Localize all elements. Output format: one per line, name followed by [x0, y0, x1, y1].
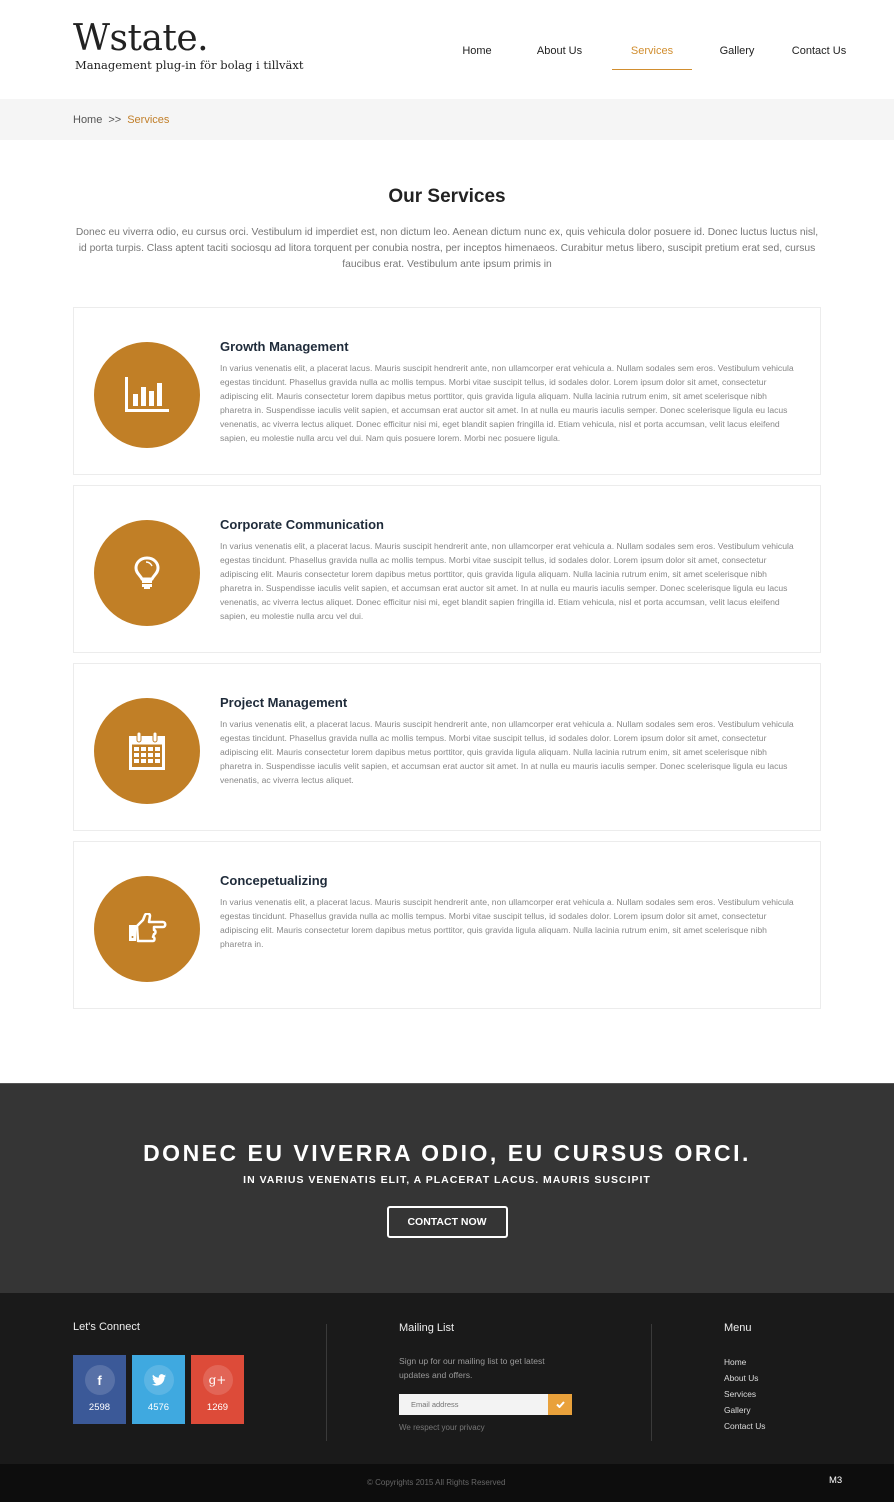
menu-title: Menu: [724, 1322, 752, 1334]
logo[interactable]: [73, 18, 304, 72]
service-description: In varius venenatis elit, a placerat lacus. Mauris suscipit hendrerit ante, non ullamcorper erat vehicula a. Nullam sodales sem eros. Vestibulum vehicula egestas tincidunt. Phasellus gravida nulla ac mollis tempus. Morbi vitae suscipit tellus, id sodales dolor. Lorem ipsum dolor sit amet, consectetur adipiscing elit. Mauris consectetur lorem dapibus metus porttitor, quis gravida ligula aliquam. Nulla lacinia rutrum enim, sit amet scelerisque nibh pharetra in. Suspendisse iaculis velit sapien, et accumsan erat auctor sit amet. In at nulla eu mauris iaculis semper. Donec scelerisque ligula eu lacus venenatis, ac viverra lectus aliquet.: [220, 719, 794, 785]
service-card: [73, 307, 821, 475]
service-icon-circle: [94, 342, 200, 448]
service-card: [73, 663, 821, 831]
google-plus-button[interactable]: [191, 1355, 244, 1424]
service-card: [73, 485, 821, 653]
service-title: Growth Management: [220, 339, 349, 354]
service-description: In varius venenatis elit, a placerat lacus. Mauris suscipit hendrerit ante, non ullamcorper erat vehicula a. Nullam sodales sem eros. Vestibulum vehicula egestas tincidunt. Phasellus gravida nulla ac mollis tempus. Morbi vitae suscipit tellus, id sodales dolor. Lorem ipsum dolor sit amet, consectetur adipiscing elit. Mauris consectetur lorem dapibus metus porttitor, quis gravida ligula aliquam. Nulla lacinia rutrum enim, sit amet scelerisque nibh pharetra in. Suspendisse iaculis velit sapien, et accumsan erat auctor sit amet. In at nulla eu mauris iaculis semper. Donec scelerisque ligula eu lacus venenatis, ac viverra lectus aliquet. Donec efficitur nisi mi, eget blandit sapien fringilla id. Etiam vehicula, nisl et porta accumsan, velit lacus eleifend sapien, eu molestie nulla arcu vel dui.: [220, 541, 794, 621]
breadcrumb: [0, 99, 894, 140]
footer-divider: [651, 1324, 652, 1441]
nav-services[interactable]: Services: [612, 36, 692, 70]
twitter-button[interactable]: [132, 1355, 185, 1424]
cta-title: DONEC EU VIVERRA ODIO, EU CURSUS ORCI.: [143, 1140, 751, 1166]
service-title: Corporate Communication: [220, 517, 384, 532]
service-description: In varius venenatis elit, a placerat lacus. Mauris suscipit hendrerit ante, non ullamcorper erat vehicula a. Nullam sodales sem eros. Vestibulum vehicula egestas tincidunt. Phasellus gravida nulla ac mollis tempus. Morbi vitae suscipit tellus, id sodales dolor. Lorem ipsum dolor sit amet, consectetur adipiscing elit. Mauris consectetur lorem dapibus metus porttitor, quis gravida ligula aliquam. Nulla lacinia rutrum enim, sit amet scelerisque nibh pharetra in. Suspendisse iaculis velit sapien, et accumsan erat auctor sit amet. In at nulla eu mauris iaculis semper. Donec scelerisque ligula eu lacus venenatis, ac viverra lectus aliquet. Donec efficitur nisi mi, eget blandit sapien fringilla id. Etiam vehicula, nisl et porta accumsan, velit lacus eleifend sapien, eu molestie nulla arcu vel dui. Nam quis posuere lorem. Morbi nec posuere ligula.: [220, 363, 794, 443]
service-title: Concepetualizing: [220, 873, 328, 888]
social-links: [73, 1355, 250, 1424]
lightbulb-icon: [134, 556, 160, 590]
nav-home[interactable]: Home: [462, 45, 492, 57]
logo-tagline: Management plug-in för bolag i tillväxt: [75, 58, 304, 72]
hand-pointing-icon: [127, 913, 167, 945]
badge: M3: [829, 1475, 843, 1486]
mailing-description: Sign up for our mailing list to get latest updates and offers.: [399, 1356, 545, 1380]
connect-title: Let's Connect: [73, 1321, 140, 1333]
twitter-icon: [144, 1365, 174, 1395]
mailing-title: Mailing List: [399, 1322, 455, 1334]
footer-link-about-us[interactable]: About Us: [724, 1373, 759, 1383]
footer-link-gallery[interactable]: Gallery: [724, 1405, 751, 1415]
google-plus-count: 1269: [206, 1402, 229, 1413]
breadcrumb-separator: >>: [108, 113, 122, 126]
site-footer: [0, 1293, 894, 1464]
footer-link-home[interactable]: Home: [724, 1357, 747, 1367]
service-list: [73, 307, 821, 1009]
privacy-note: We respect your privacy: [399, 1423, 485, 1432]
cta-subtitle: IN VARIUS VENENATIS ELIT, A PLACERAT LACUS. MAURIS SUSCIPIT: [243, 1174, 651, 1186]
google-plus-icon: g+: [203, 1365, 233, 1395]
checkmark-icon: [556, 1401, 565, 1408]
facebook-icon: f: [85, 1365, 115, 1395]
mailing-form: [399, 1394, 572, 1415]
mailing-column: [399, 1322, 572, 1432]
logo-title: Wstate.: [73, 18, 209, 59]
nav-contact-us[interactable]: Contact Us: [791, 45, 847, 57]
service-card: [73, 841, 821, 1009]
calendar-icon: [129, 732, 165, 770]
service-title: Project Management: [220, 695, 348, 710]
footer-menu: [724, 1354, 765, 1434]
breadcrumb-home[interactable]: Home: [73, 113, 103, 126]
contact-now-button[interactable]: CONTACT NOW: [387, 1206, 508, 1238]
bar-chart-icon: [124, 377, 170, 413]
email-input[interactable]: [399, 1394, 548, 1415]
call-to-action: [0, 1083, 894, 1293]
menu-column: [724, 1322, 765, 1434]
service-icon-circle: [94, 876, 200, 982]
main-nav: [447, 36, 854, 70]
footer-divider: [326, 1324, 327, 1441]
service-description: In varius venenatis elit, a placerat lacus. Mauris suscipit hendrerit ante, non ullamcorper erat vehicula a. Nullam sodales sem eros. Vestibulum vehicula egestas tincidunt. Phasellus gravida nulla ac mollis tempus. Morbi vitae suscipit tellus, id sodales dolor. Lorem ipsum dolor sit amet, consectetur adipiscing elit. Mauris consectetur lorem dapibus metus porttitor, quis gravida ligula aliquam. Nulla lacinia rutrum enim, sit amet scelerisque nibh pharetra in.: [220, 897, 794, 949]
service-icon-circle: [94, 520, 200, 626]
connect-column: [73, 1321, 250, 1424]
page-title: Our Services: [388, 186, 506, 207]
bottom-bar: [0, 1464, 894, 1502]
twitter-count: 4576: [147, 1402, 170, 1413]
copyright: © Copyrights 2015 All Rights Reserved: [367, 1478, 506, 1487]
nav-about-us[interactable]: About Us: [536, 45, 583, 57]
site-header: [0, 0, 894, 99]
facebook-button[interactable]: [73, 1355, 126, 1424]
services-section: [0, 140, 894, 1083]
services-intro: Donec eu viverra odio, eu cursus orci. Vestibulum id imperdiet est, non dictum leo. Aenean dictum nunc ex, quis vehicula dolor posuere id. Donec luctus luctus nisl, id porta turpis. Class aptent taciti sociosqu ad litora torquent per conubia nostra, per inceptos himenaeos. Curabitur metus libero, suscipit pretium erat sed, cursus faucibus erat. Vestibulum ante ipsum primis in: [75, 227, 819, 270]
subscribe-button[interactable]: [548, 1394, 572, 1415]
service-icon-circle: [94, 698, 200, 804]
breadcrumb-current: Services: [127, 113, 170, 126]
nav-gallery[interactable]: Gallery: [719, 45, 755, 57]
footer-link-services[interactable]: Services: [724, 1389, 757, 1399]
footer-link-contact-us[interactable]: Contact Us: [724, 1421, 766, 1431]
facebook-count: 2598: [88, 1402, 111, 1413]
